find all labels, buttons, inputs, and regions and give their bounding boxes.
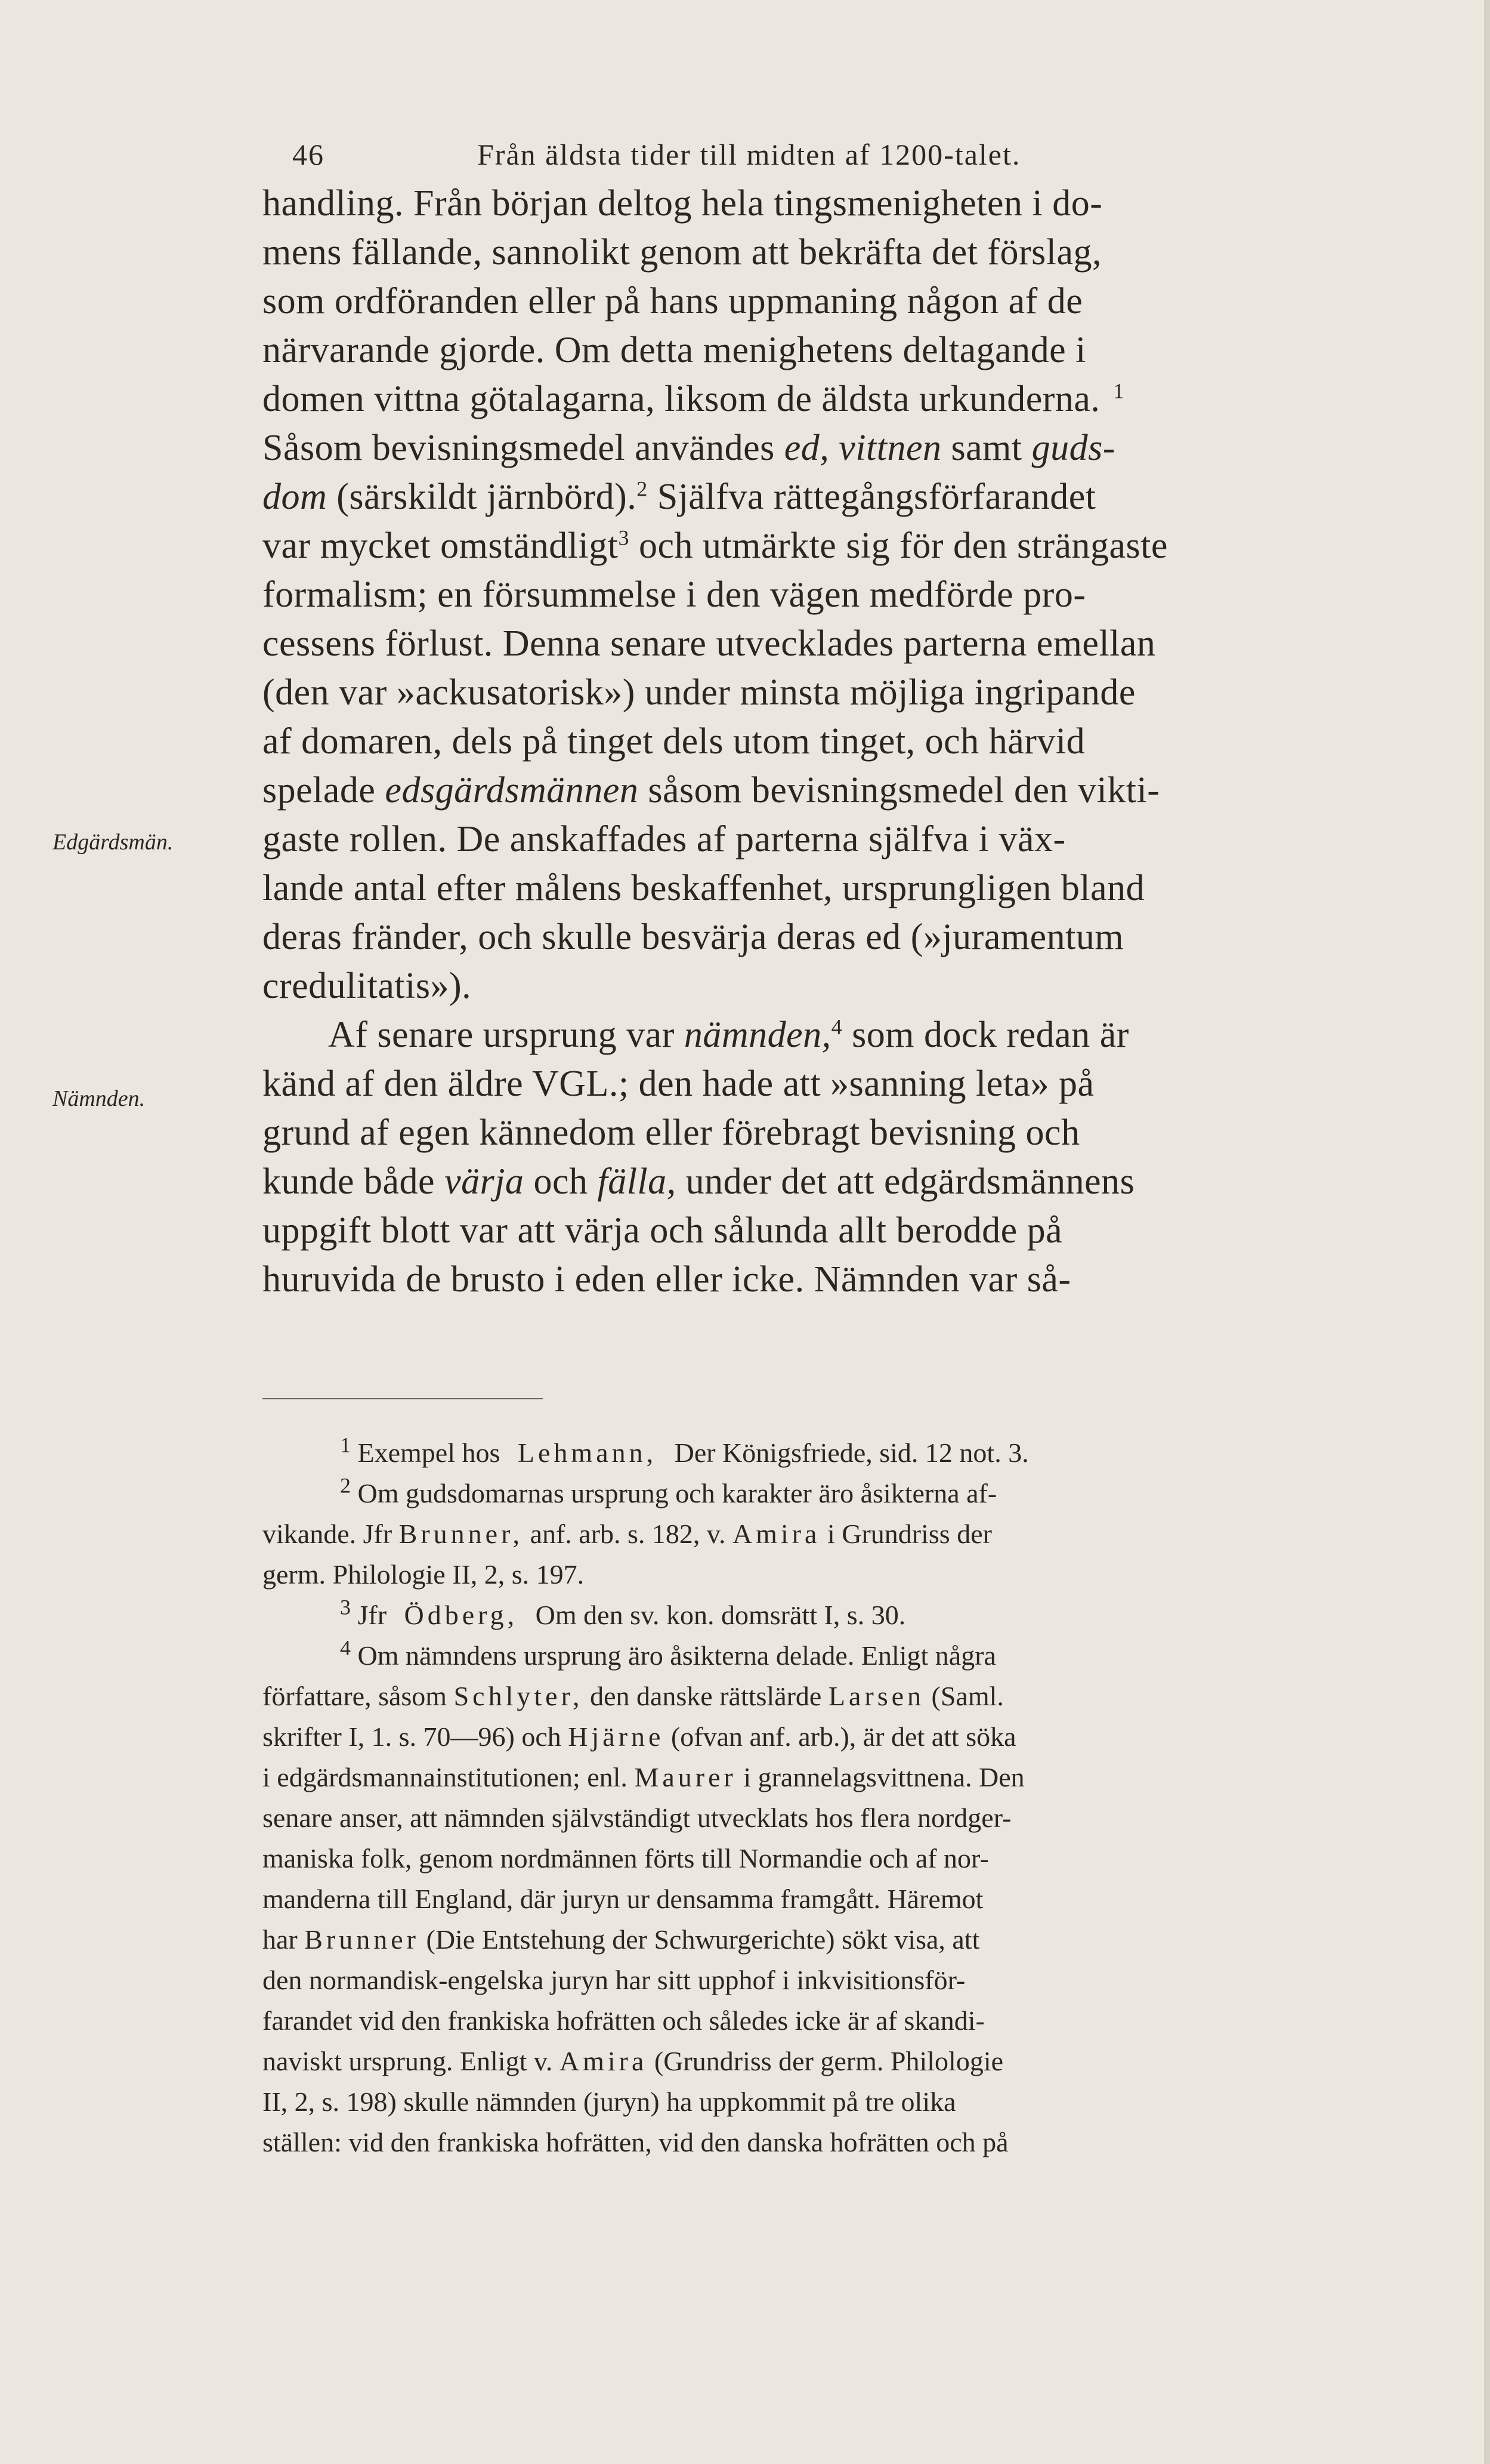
text-line: cessens förlust. Denna senare utvecklades parterna emellan bbox=[262, 623, 1156, 664]
text-line: credulitatis»). bbox=[262, 966, 472, 1006]
footnote-ref: 1 bbox=[1113, 379, 1124, 403]
text-line: Såsom bevisningsmedel användes ed, vittnen samt guds- bbox=[262, 428, 1115, 468]
text-line: uppgift blott var att värja och sålunda allt berodde på bbox=[262, 1210, 1063, 1251]
page-edge bbox=[1484, 0, 1490, 2464]
footnote-line: vikande. Jfr Brunner, anf. arb. s. 182, v. Amira i Grundriss der bbox=[262, 1519, 992, 1549]
text-line: gaste rollen. De anskaffades af parterna själfva i väx- bbox=[262, 819, 1066, 860]
footnote-3: $^3$ Jfr Ödberg, Om den sv. kon. domsrätt I, s. 30. bbox=[340, 1595, 906, 1630]
text-line: domen vittna götalagarna, liksom de äldsta urkunderna. $^1$ bbox=[262, 379, 1124, 419]
footnote-line: senare anser, att nämnden självständigt utvecklats hos flera nordger- bbox=[262, 1803, 1012, 1833]
footnote-line: maniska folk, genom nordmännen förts till Normandie och af nor- bbox=[262, 1843, 989, 1873]
footnote-line: manderna till England, där juryn ur densamma framgått. Häremot bbox=[262, 1884, 984, 1914]
footnotes bbox=[262, 1433, 1384, 2163]
text-line: känd af den äldre VGL.; den hade att »sanning leta» på bbox=[262, 1063, 1095, 1104]
footnote-ref: 4 bbox=[831, 1015, 843, 1039]
text-line: formalism; en försummelse i den vägen medförde pro- bbox=[262, 574, 1086, 615]
footnote-line: i edgärdsmannainstitutionen; enl. Maurer i grannelagsvittnena. Den bbox=[262, 1762, 1025, 1792]
main-text bbox=[262, 179, 1384, 1304]
margin-note-edgardsman: Edgärdsmän. bbox=[52, 830, 174, 855]
margin-note-namnden: Nämnden. bbox=[52, 1086, 146, 1111]
footnote-line: II, 2, s. 198) skulle nämnden (juryn) ha uppkommit på tre olika bbox=[262, 2086, 956, 2117]
text-line: deras fränder, och skulle besvärja deras ed (»juramentum bbox=[262, 917, 1124, 957]
text-line: af domaren, dels på tinget dels utom tinget, och härvid bbox=[262, 721, 1086, 762]
text-line: dom (särskildt järnbörd).$^2$ Själfva rättegångsförfarandet bbox=[262, 477, 1096, 517]
text-line: spelade edsgärdsmännen såsom bevisningsmedel den vikti- bbox=[262, 770, 1160, 811]
text-line: Af senare ursprung var nämnden,$^4$ som dock redan är bbox=[328, 1015, 1129, 1055]
text-line: kunde både värja och fälla, under det att edgärdsmännens bbox=[262, 1161, 1135, 1202]
footnote-ref: 2 bbox=[636, 477, 648, 501]
footnote-line: naviskt ursprung. Enligt v. Amira (Grundriss der germ. Philologie bbox=[262, 2046, 1004, 2076]
footnote-rule bbox=[262, 1398, 543, 1399]
footnote-4: $^4$ Om nämndens ursprung äro åsikterna delade. Enligt några bbox=[340, 1636, 996, 1671]
text-line: handling. Från början deltog hela tingsmenigheten i do- bbox=[262, 183, 1103, 224]
footnote-line: har Brunner (Die Entstehung der Schwurgerichte) sökt visa, att bbox=[262, 1924, 980, 1955]
page-number: 46 bbox=[292, 138, 324, 171]
footnote-1: $^1$ Exempel hos Lehmann, Der Königsfriede, sid. 12 not. 3. bbox=[340, 1433, 1029, 1468]
footnote-line: germ. Philologie II, 2, s. 197. bbox=[262, 1559, 585, 1590]
running-header bbox=[292, 137, 1169, 172]
text-line: närvarande gjorde. Om detta menighetens deltagande i bbox=[262, 330, 1086, 370]
footnote-line: författare, såsom Schlyter, den danske rättslärde Larsen (Saml. bbox=[262, 1681, 1004, 1711]
text-line: (den var »ackusatorisk») under minsta möjliga ingripande bbox=[262, 672, 1136, 713]
footnote-2: $^2$ Om gudsdomarnas ursprung och karakter äro åsikterna af- bbox=[340, 1473, 997, 1508]
running-title: Från äldsta tider till midten af 1200-talet. bbox=[477, 138, 1021, 171]
text-line: lande antal efter målens beskaffenhet, ursprungligen bland bbox=[262, 868, 1145, 908]
footnote-ref: 3 bbox=[618, 525, 629, 550]
footnote-line: ställen: vid den frankiska hofrätten, vid den danska hofrätten och på bbox=[262, 2127, 1009, 2157]
footnote-line: den normandisk-engelska juryn har sitt upphof i inkvisitionsför- bbox=[262, 1965, 966, 1995]
footnote-line: farandet vid den frankiska hofrätten och således icke är af skandi- bbox=[262, 2005, 985, 2036]
text-line: var mycket omständligt$^3$ och utmärkte sig för den strängaste bbox=[262, 525, 1168, 566]
text-line: mens fällande, sannolikt genom att bekräfta det förslag, bbox=[262, 232, 1102, 273]
text-line: huruvida de brusto i eden eller icke. Nämnden var så- bbox=[262, 1259, 1071, 1300]
footnote-line: skrifter I, 1. s. 70—96) och Hjärne (ofvan anf. arb.), är det att söka bbox=[262, 1721, 1016, 1752]
text-line: grund af egen kännedom eller förebragt bevisning och bbox=[262, 1112, 1080, 1153]
text-line: som ordföranden eller på hans uppmaning någon af de bbox=[262, 281, 1083, 321]
